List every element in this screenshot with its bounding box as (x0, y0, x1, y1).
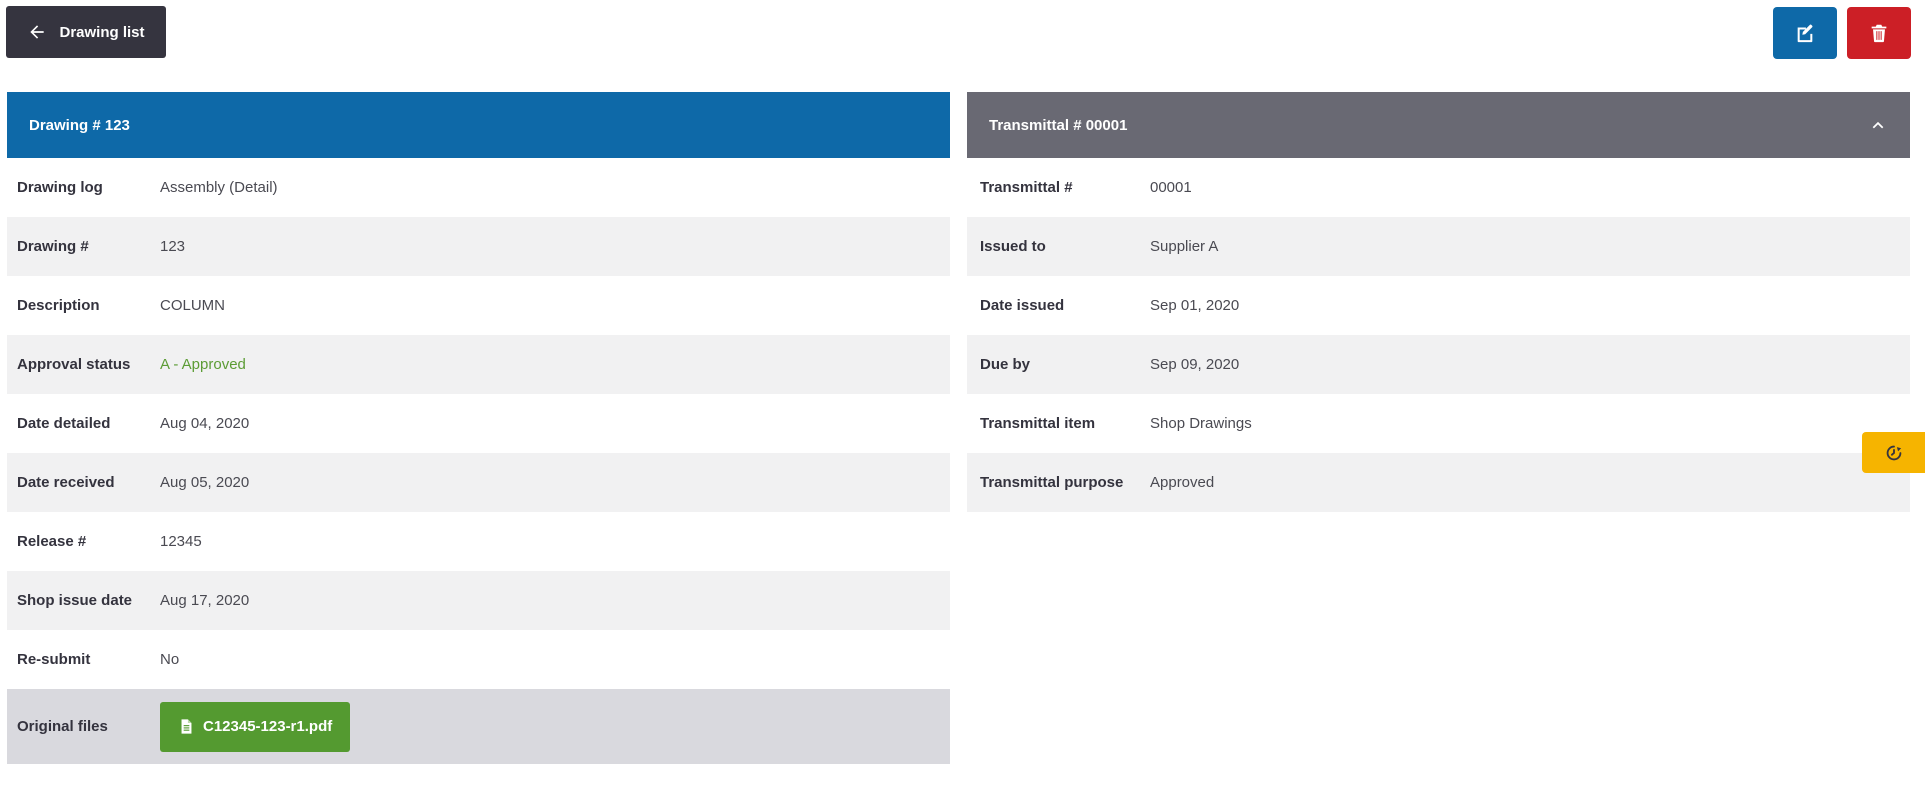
row-value: Assembly (Detail) (160, 179, 278, 196)
topbar (0, 0, 1925, 80)
original-file-label: C12345-123-r1.pdf (203, 718, 333, 735)
row-value: Approved (1150, 474, 1215, 491)
drawing-list-back-button[interactable] (6, 6, 166, 58)
row-label: Description (17, 297, 100, 314)
arrow-left-icon (27, 22, 47, 42)
table-row (967, 394, 1910, 453)
chevron-up-icon[interactable] (1868, 115, 1888, 135)
row-label: Shop issue date (17, 592, 133, 609)
row-value: Aug 04, 2020 (160, 415, 250, 432)
table-row (967, 335, 1910, 394)
approval-status-value: A - Approved (160, 356, 246, 373)
drawing-panel-header (7, 92, 950, 158)
original-files-row (7, 689, 950, 764)
row-label: Transmittal purpose (980, 474, 1124, 491)
drawing-panel-title: Drawing # 123 (29, 116, 130, 134)
edit-button[interactable] (1773, 7, 1837, 59)
delete-button[interactable] (1847, 7, 1911, 59)
table-row (7, 630, 950, 689)
table-row (7, 571, 950, 630)
row-label: Original files (17, 718, 108, 735)
row-value: 00001 (1150, 179, 1192, 196)
row-label: Release # (17, 533, 87, 550)
row-value: Sep 01, 2020 (1150, 297, 1240, 314)
row-value: Shop Drawings (1150, 415, 1252, 432)
table-row (7, 217, 950, 276)
table-row (967, 276, 1910, 335)
table-row (7, 158, 950, 217)
row-label: Transmittal item (980, 415, 1096, 432)
table-row (7, 335, 950, 394)
row-label: Date received (17, 474, 115, 491)
table-row (7, 512, 950, 571)
table-row (7, 276, 950, 335)
edit-icon (1794, 22, 1816, 44)
row-value: Aug 05, 2020 (160, 474, 250, 491)
history-button[interactable] (1862, 432, 1925, 473)
transmittal-panel-title: Transmittal # 00001 (989, 116, 1128, 134)
row-label: Transmittal # (980, 179, 1073, 196)
row-value: Sep 09, 2020 (1150, 356, 1240, 373)
row-label: Re-submit (17, 651, 91, 668)
row-label: Date issued (980, 297, 1065, 314)
row-value: 123 (160, 238, 186, 255)
row-value: Aug 17, 2020 (160, 592, 250, 609)
back-button-label: Drawing list (59, 23, 145, 41)
row-value: No (160, 651, 180, 668)
table-row (7, 453, 950, 512)
trash-icon (1868, 22, 1890, 44)
row-label: Approval status (17, 356, 131, 373)
row-label: Due by (980, 356, 1031, 373)
row-label: Date detailed (17, 415, 111, 432)
row-value: Supplier A (1150, 238, 1219, 255)
history-icon (1883, 442, 1905, 464)
table-row (967, 453, 1910, 512)
row-label: Issued to (980, 238, 1046, 255)
original-file-button[interactable] (160, 702, 350, 752)
drawing-panel (7, 92, 950, 764)
row-label: Drawing # (17, 238, 89, 255)
table-row (967, 158, 1910, 217)
table-row (7, 394, 950, 453)
transmittal-panel (967, 92, 1910, 512)
document-icon (178, 718, 195, 735)
row-value: COLUMN (160, 297, 226, 314)
transmittal-panel-header[interactable] (967, 92, 1910, 158)
row-value: 12345 (160, 533, 202, 550)
row-label: Drawing log (17, 179, 103, 196)
table-row (967, 217, 1910, 276)
